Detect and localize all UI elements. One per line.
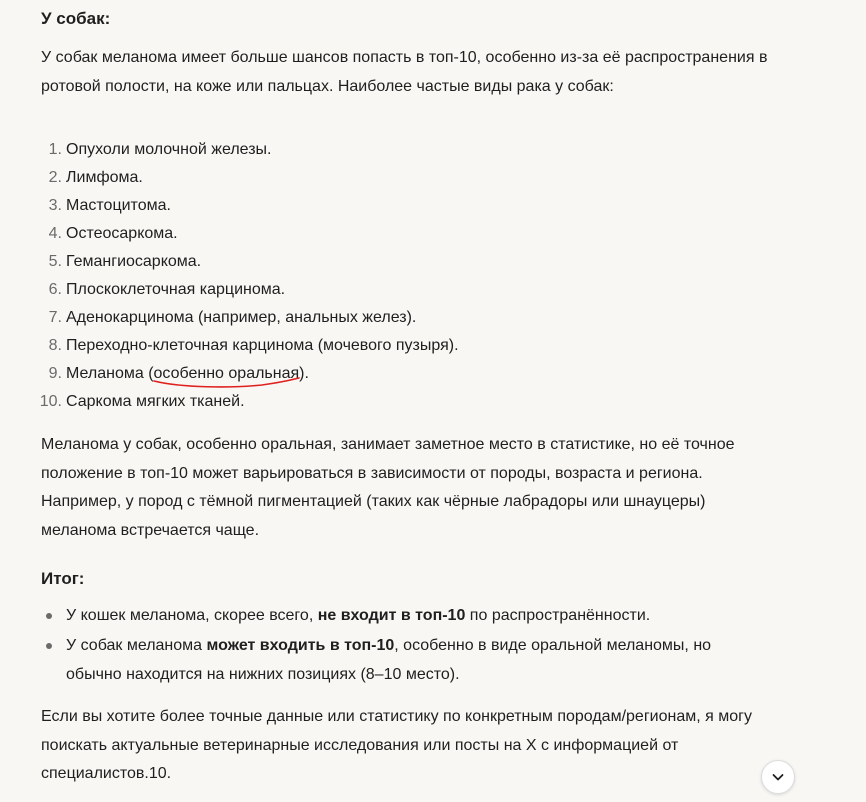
section-heading-result: Итог: bbox=[41, 569, 85, 588]
list-item: 7. Аденокарцинома (например, анальных желез). bbox=[48, 309, 417, 326]
dogs-intro-paragraph: У собак меланома имеет больше шансов попасть в топ-10, особенно из-за её распространения в ротовой полости, на коже или пальцах. Наиболее частые виды рака у собак: bbox=[41, 49, 768, 95]
list-item: 3. Мастоцитома. bbox=[48, 197, 171, 214]
closing-paragraph: Если вы хотите более точные данные или статистику по конкретным породам/регионам, я могу поискать актуальные ветеринарные исследования или посты на X с информацией от специалистов.10. bbox=[41, 708, 752, 782]
section-heading-dogs: У собак: bbox=[41, 9, 111, 28]
dogs-cancer-list bbox=[41, 136, 771, 416]
list-item: 1. Опухоли молочной железы. bbox=[48, 141, 272, 158]
result-bullet-list bbox=[41, 601, 771, 690]
list-item: 5. Гемангиосаркома. bbox=[48, 253, 202, 270]
list-item: 8. Переходно-клеточная карцинома (мочевого пузыря). bbox=[48, 337, 459, 354]
bullet-dot bbox=[46, 613, 52, 619]
bullet-dot bbox=[46, 643, 52, 649]
list-item: У собак меланома может входить в топ-10, особенно в виде оральной меланомы, но обычно находится на нижних позициях (8–10 место). bbox=[41, 631, 771, 689]
list-item: 4. Остеосаркома. bbox=[48, 225, 178, 242]
list-item: У кошек меланома, скорее всего, не входит в топ-10 по распространённости. bbox=[41, 601, 771, 630]
annotated-text: особенно оральная bbox=[154, 360, 300, 388]
list-item-melanoma: 9. Меланома (особенно оральная ). bbox=[41, 360, 771, 388]
scroll-to-bottom-button[interactable] bbox=[761, 760, 795, 794]
list-item: 10. Саркома мягких тканей. bbox=[39, 393, 245, 410]
chevron-down-icon bbox=[771, 770, 785, 784]
dogs-summary-paragraph: Меланома у собак, особенно оральная, занимает заметное место в статистике, но её точное положение в топ-10 может варьироваться в зависимости от породы, возраста и региона. Например, у пород с тёмной пигментацией (таких как чёрные лабрадоры или шнауцеры) меланома встречается чаще. bbox=[41, 436, 735, 539]
list-item: 6. Плоскоклеточная карцинома. bbox=[48, 281, 286, 298]
list-item: 2. Лимфома. bbox=[48, 169, 143, 186]
